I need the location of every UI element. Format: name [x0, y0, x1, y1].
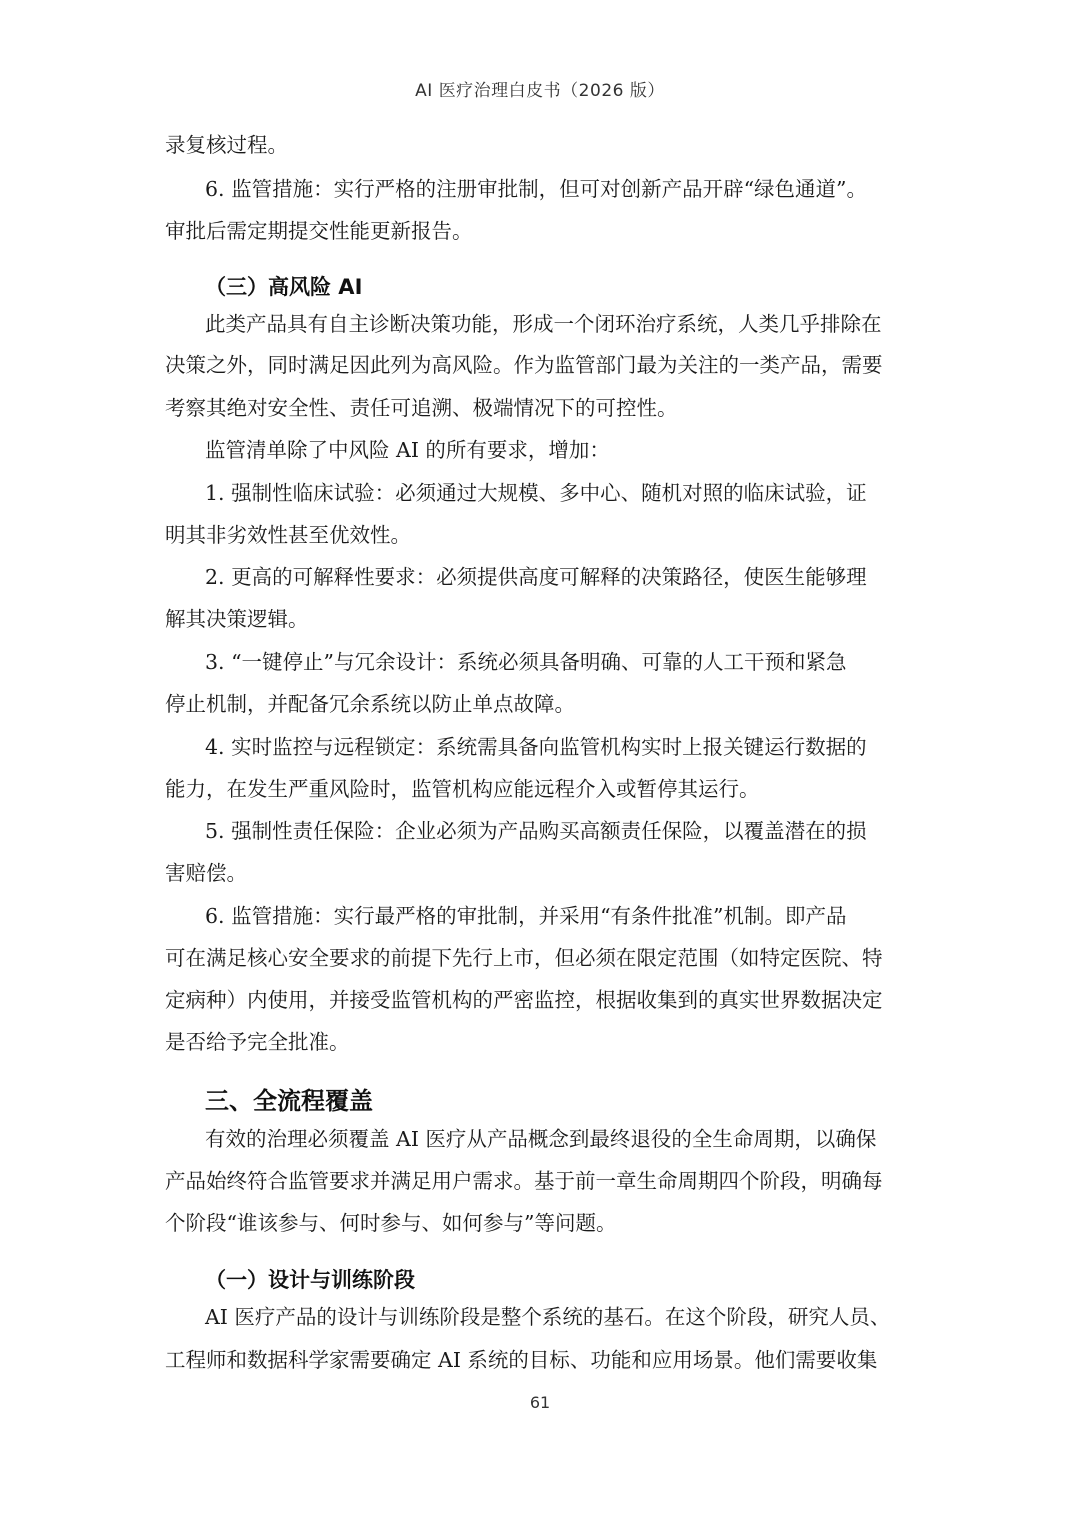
chapter-heading-full-process: 三、全流程覆盖 [205, 1087, 373, 1115]
list-item-line: 解其决策逻辑。 [165, 607, 309, 631]
section-heading-design-training: （一）设计与训练阶段 [205, 1268, 415, 1292]
page-number: 61 [529, 1393, 551, 1412]
paragraph-line: 工程师和数据科学家需要确定 AI 系统的目标、功能和应用场景。他们需要收集 [165, 1348, 878, 1372]
list-item-line: 6. 监管措施：实行严格的注册审批制，但可对创新产品开辟“绿色通道”。 [205, 177, 868, 201]
paragraph-line: 有效的治理必须覆盖 AI 医疗从产品概念到最终退役的全生命周期，以确保 [205, 1127, 877, 1151]
list-item-line: 停止机制，并配备冗余系统以防止单点故障。 [165, 692, 575, 716]
list-item-line: 6. 监管措施：实行最严格的审批制，并采用“有条件批准”机制。即产品 [205, 904, 847, 928]
section-heading-high-risk: （三）高风险 AI [205, 275, 363, 299]
paragraph-line: 审批后需定期提交性能更新报告。 [165, 219, 473, 243]
paragraph-line: 产品始终符合监管要求并满足用户需求。基于前一章生命周期四个阶段，明确每 [165, 1169, 883, 1193]
paragraph-line: 监管清单除了中风险 AI 的所有要求，增加： [205, 438, 610, 462]
list-item-line: 定病种）内使用，并接受监管机构的严密监控，根据收集到的真实世界数据决定 [165, 988, 883, 1012]
paragraph-line: 决策之外，同时满足因此列为高风险。作为监管部门最为关注的一类产品，需要 [165, 353, 883, 377]
paragraph-line: 个阶段“谁该参与、何时参与、如何参与”等问题。 [165, 1211, 617, 1235]
list-item-line: 2. 更高的可解释性要求：必须提供高度可解释的决策路径，使医生能够理 [205, 565, 867, 589]
list-item-line: 是否给予完全批准。 [165, 1030, 350, 1054]
list-item-line: 5. 强制性责任保险：企业必须为产品购买高额责任保险，以覆盖潜在的损 [205, 819, 867, 843]
paragraph-line: 此类产品具有自主诊断决策功能，形成一个闭环治疗系统，人类几乎排除在 [205, 312, 882, 336]
list-item-line: 4. 实时监控与远程锁定：系统需具备向监管机构实时上报关键运行数据的 [205, 735, 867, 759]
paragraph-line: AI 医疗产品的设计与训练阶段是整个系统的基石。在这个阶段，研究人员、 [205, 1305, 891, 1329]
list-item-line: 明其非劣效性甚至优效性。 [165, 523, 411, 547]
list-item-line: 可在满足核心安全要求的前提下先行上市，但必须在限定范围（如特定医院、特 [165, 946, 883, 970]
paragraph-line: 考察其绝对安全性、责任可追溯、极端情况下的可控性。 [165, 396, 678, 420]
list-item-line: 能力，在发生严重风险时，监管机构应能远程介入或暂停其运行。 [165, 777, 760, 801]
list-item-line: 1. 强制性临床试验：必须通过大规模、多中心、随机对照的临床试验，证 [205, 481, 867, 505]
list-item-line: 害赔偿。 [165, 861, 247, 885]
paragraph-line: 录复核过程。 [165, 133, 288, 157]
list-item-line: 3. “一键停止”与冗余设计：系统必须具备明确、可靠的人工干预和紧急 [205, 650, 847, 674]
running-header: AI 医疗治理白皮书（2026 版） [415, 81, 665, 101]
